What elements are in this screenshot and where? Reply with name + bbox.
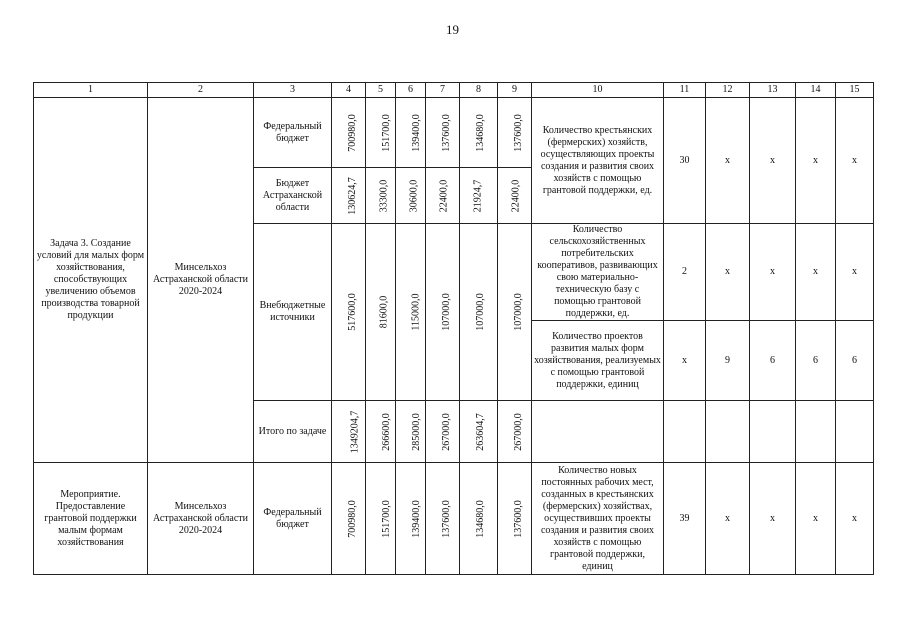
value-cell: 22400,0 (438, 179, 450, 212)
col-header: 13 (750, 83, 796, 98)
col-header: 8 (460, 83, 498, 98)
col-header: 3 (254, 83, 332, 98)
value-cell: 266600,0 (380, 412, 392, 451)
value-cell: 267000,0 (440, 412, 452, 451)
indicator-text: Количество крестьянских (фермерских) хозяйств, осуществляющих проекты создания и развития своих хозяйств с помощью грантовой поддержки, ед. (532, 98, 664, 224)
value-cell: 22400,0 (510, 179, 522, 212)
indicator-value: 6 (750, 321, 796, 401)
indicator-value: 39 (664, 463, 706, 575)
indicator-value: x (796, 98, 836, 224)
value-cell: 107000,0 (440, 293, 452, 331)
empty-cell (706, 401, 750, 463)
value-cell: 137600,0 (440, 499, 452, 538)
value-cell: 134680,0 (474, 499, 486, 538)
value-cell: 137600,0 (440, 113, 452, 152)
col-header: 9 (498, 83, 532, 98)
value-cell: 137600,0 (512, 499, 524, 538)
indicator-text: Количество новых постоянных рабочих мест, созданных в крестьянских (фермерских) хозяйствах, осуществивших проекты создания и развития своих хозяйств с помощью грантовой поддержки, единиц (532, 463, 664, 575)
indicator-value: x (750, 224, 796, 321)
col-header: 5 (366, 83, 396, 98)
value-cell: 137600,0 (512, 113, 524, 152)
value-cell: 115000,0 (410, 293, 422, 331)
value-cell: 107000,0 (474, 293, 486, 331)
value-cell: 267000,0 (512, 412, 524, 451)
task-executor: Минсельхоз Астраханской области 2020-2024 (148, 98, 254, 463)
task-name: Задача 3. Создание условий для малых форм хозяйствования, способствующих увеличению объемов производства товарной продукции (34, 98, 148, 463)
indicator-value: 6 (796, 321, 836, 401)
measure-name: Мероприятие. Предоставление грантовой поддержки малым формам хозяйствования (34, 463, 148, 575)
value-cell: 517600,0 (346, 293, 358, 331)
indicator-value: x (796, 224, 836, 321)
value-cell: 700980,0 (346, 499, 358, 538)
indicator-value: x (836, 98, 874, 224)
value-cell: 33300,0 (378, 179, 390, 212)
value-cell: 700980,0 (346, 113, 358, 152)
col-header: 15 (836, 83, 874, 98)
indicator-value: x (836, 224, 874, 321)
indicator-text: Количество проектов развития малых форм хозяйствования, реализуемых с помощью грантовой поддержки, единиц (532, 321, 664, 401)
indicator-text: Количество сельскохозяйственных потребительских кооперативов, развивающих свою материально-техническую базу с помощью грантовой поддержки, ед. (532, 224, 664, 321)
indicator-value: 30 (664, 98, 706, 224)
value-cell: 1349204,7 (349, 410, 361, 453)
value-cell: 151700,0 (380, 113, 392, 152)
indicator-value: x (706, 98, 750, 224)
page-number: 19 (446, 22, 459, 37)
indicator-value: 6 (836, 321, 874, 401)
col-header: 14 (796, 83, 836, 98)
table-row (34, 98, 874, 168)
indicator-value: x (750, 98, 796, 224)
indicator-value: x (706, 224, 750, 321)
col-header: 7 (426, 83, 460, 98)
value-cell: 134680,0 (474, 113, 486, 152)
indicator-value: x (750, 463, 796, 575)
col-header: 10 (532, 83, 664, 98)
indicator-value: 9 (706, 321, 750, 401)
header-row (34, 83, 874, 98)
table-row (34, 463, 874, 575)
source-name: Бюджет Астраханской области (254, 168, 332, 224)
indicator-value: 2 (664, 224, 706, 321)
indicator-value: x (796, 463, 836, 575)
value-cell: 81600,0 (378, 295, 390, 329)
value-cell: 285000,0 (410, 412, 422, 451)
indicator-value: x (706, 463, 750, 575)
value-cell: 30600,0 (408, 179, 420, 212)
value-cell: 21924,7 (472, 179, 484, 212)
value-cell: 130624,7 (346, 176, 358, 215)
col-header: 11 (664, 83, 706, 98)
empty-cell (750, 401, 796, 463)
source-name: Внебюджетные источники (254, 224, 332, 401)
value-cell: 139400,0 (410, 113, 422, 152)
value-cell: 107000,0 (512, 293, 524, 331)
value-cell: 263604,7 (474, 412, 486, 451)
col-header: 2 (148, 83, 254, 98)
col-header: 12 (706, 83, 750, 98)
indicator-value: x (664, 321, 706, 401)
source-name: Федеральный бюджет (254, 98, 332, 168)
value-cell: 139400,0 (410, 499, 422, 538)
source-name: Итого по задаче (254, 401, 332, 463)
col-header: 1 (34, 83, 148, 98)
empty-cell (836, 401, 874, 463)
value-cell: 151700,0 (380, 499, 392, 538)
empty-cell (532, 401, 664, 463)
source-name: Федеральный бюджет (254, 463, 332, 575)
measure-executor: Минсельхоз Астраханской области 2020-2024 (148, 463, 254, 575)
program-table (33, 82, 874, 575)
col-header: 4 (332, 83, 366, 98)
col-header: 6 (396, 83, 426, 98)
empty-cell (796, 401, 836, 463)
empty-cell (664, 401, 706, 463)
indicator-value: x (836, 463, 874, 575)
